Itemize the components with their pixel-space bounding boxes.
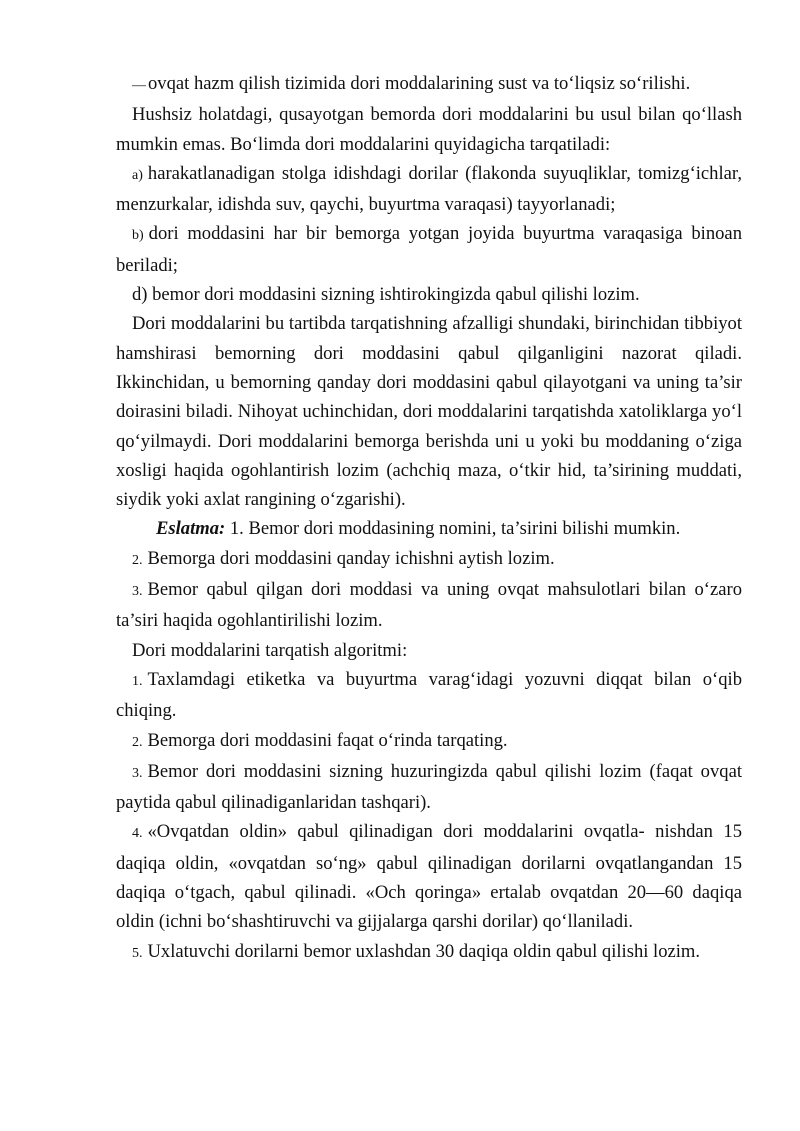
paragraph-text: Bemorga dori moddasini qanday ichishni aytish lozim.: [147, 547, 555, 569]
document-body: [116, 69, 742, 968]
note-item-3: [116, 575, 742, 636]
note-text: 1. Bemor dori moddasining nomini, ta’sirini bilishi mumkin.: [229, 518, 681, 540]
list-marker: 3.: [132, 765, 143, 781]
paragraph-text: Uxlatuvchi dorilarni bemor uxlashdan 30 daqiqa oldin qabul qilishi lozim.: [147, 940, 701, 962]
list-item-b: [116, 219, 742, 280]
algorithm-step-3: [116, 757, 742, 818]
paragraph-text: Taxlamdagi etiketka va buyurtma varag‘idagi yozuvni diqqat bilan o‘qib chiqing.: [116, 668, 742, 722]
list-marker: 4.: [132, 826, 143, 842]
list-marker: 2.: [132, 552, 143, 568]
paragraph-text: «Ovqatdan oldin» qabul qilinadigan dori moddalarini ovqatla- nishdan 15 daqiqa oldin, «ovqatdan so‘ng» qabul qilinadigan dorilarni ovqatlangandan 15 daqiqa o‘tgach, qabul qilinadi. «Och qoringa» ertalab ovqatdan 20—60 daqiqa oldin (ichni bo‘shashtiruvchi va gijjalarga qarshi dorilar) qo‘llaniladi.: [116, 821, 742, 933]
paragraph-text: Bemorga dori moddasini faqat o‘rinda tarqating.: [147, 729, 508, 751]
paragraph-text: Bemor dori moddasini sizning huzuringizda qabul qilishi lozim (faqat ovqat paytida qabul qilinadiganlaridan tashqari).: [116, 760, 742, 814]
note-item-2: [116, 544, 742, 575]
paragraph-text: dori moddasini har bir bemorga yotgan joyida buyurtma varaqasiga binoan beriladi;: [116, 223, 742, 276]
list-marker: 2.: [132, 734, 143, 750]
paragraph-text: Dori moddalarini bu tartibda tarqatishning afzalligi shundaki, birinchidan tibbiyot hamshirasi bemorning dori moddasini qabul qilganligini nazorat qiladi. Ikkinchidan, u bemorning qanday dori moddasini qabul qilayotgani va uning ta’sir doirasini biladi. Nihoyat uchinchidan, dori moddalarini tarqatishda xatoliklarga yo‘l qo‘yilmaydi. Dori moddalarini bemorga berishda uni u yoki bu moddaning o‘ziga xosligi haqida ogohlantirish lozim (achchiq maza, o‘tkir hid, ta’sirining muddati, siydik yoki axlat rangining o‘zgarishi).: [116, 313, 742, 511]
algorithm-step-5: [116, 937, 742, 968]
list-marker: 5.: [132, 945, 143, 961]
paragraph-text: harakatlanadigan stolga idishdagi dorilar (flakonda suyuqliklar, tomizg‘ichlar, menzurkalar, idishda suv, qaychi, buyurtma varaqasi) tayyorlanadi;: [116, 162, 742, 216]
list-marker: a): [132, 167, 143, 183]
algorithm-step-2: [116, 726, 742, 757]
paragraph-text: Bemor qabul qilgan dori moddasi va uning ovqat mahsulotlari bilan o‘zaro ta’siri haqida ogohlantirilishi lozim.: [116, 579, 742, 632]
list-marker: 3.: [132, 584, 143, 600]
algorithm-step-4: [116, 817, 742, 936]
paragraph: [116, 100, 742, 159]
note-paragraph: [116, 514, 742, 543]
paragraph-text: Hushsiz holatdagi, qusayotgan bemorda dori moddalarini bu usul bilan qo‘llash mumkin emas. Bo‘limda dori moddalarini quyidagicha tarqatiladi:: [116, 104, 742, 155]
list-marker: 1.: [132, 673, 143, 689]
dash-marker: —: [132, 78, 146, 93]
algorithm-step-1: [116, 665, 742, 726]
paragraph: [116, 309, 742, 514]
paragraph-text: Dori moddalarini tarqatish algoritmi:: [132, 639, 408, 661]
note-label: Eslatma:: [156, 518, 226, 540]
algorithm-heading: [116, 636, 742, 665]
list-marker: b): [132, 228, 144, 244]
paragraph-text: d) bemor dori moddasini sizning ishtirokingizda qabul qilishi lozim.: [132, 284, 640, 306]
paragraph-text: ovqat hazm qilish tizimida dori moddalarining sust va to‘liqsiz so‘rilishi.: [148, 73, 691, 94]
list-item-d: [116, 280, 742, 309]
paragraph-dash-item: [116, 69, 742, 100]
list-item-a: [116, 159, 742, 220]
